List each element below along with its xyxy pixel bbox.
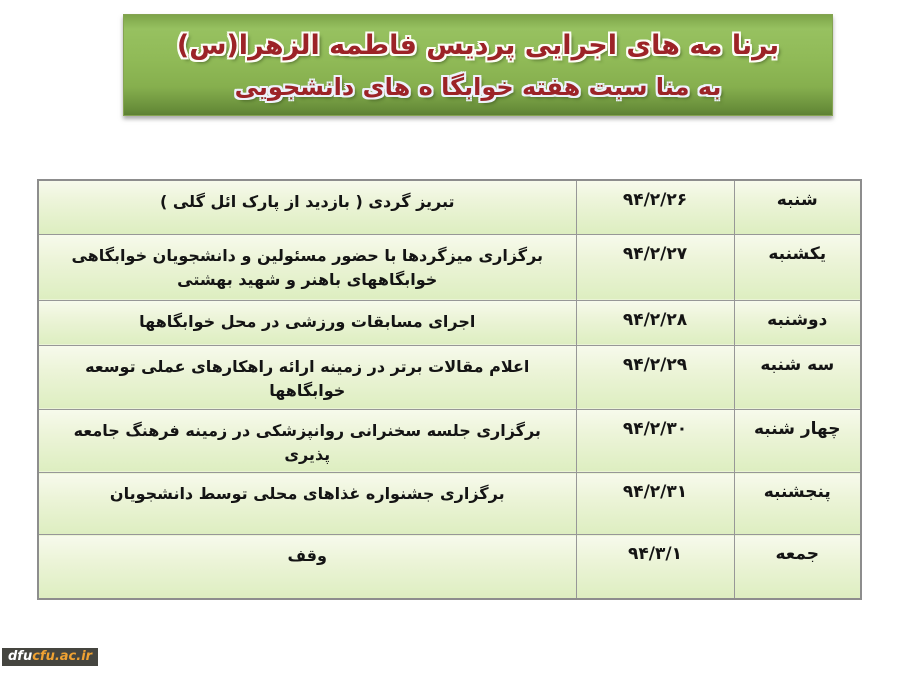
activity-cell: اجرای مسابقات ورزشی در محل خوابگاهها <box>38 300 576 345</box>
day-cell: پنجشنبه <box>734 473 861 535</box>
activity-cell: برگزاری جشنواره غذاهای محلی توسط دانشجویان <box>38 473 576 535</box>
activity-cell: وقف <box>38 535 576 599</box>
activity-cell: برگزاری جلسه سخنرانی روانپزشکی در زمینه فرهنگ جامعه پذیری <box>38 409 576 473</box>
day-cell: سه شنبه <box>734 345 861 409</box>
title-banner <box>123 14 833 116</box>
table-row <box>38 473 861 535</box>
table-row <box>38 345 861 409</box>
date-cell: ۹۴/۲/۲۸ <box>576 300 734 345</box>
weekly-schedule-table <box>37 179 862 600</box>
schedule-table-body <box>38 180 861 599</box>
day-cell: یکشنبه <box>734 234 861 300</box>
activity-cell: اعلام مقالات برتر در زمینه ارائه راهکارهای عملی توسعه خوابگاهها <box>38 345 576 409</box>
date-cell: ۹۴/۲/۲۶ <box>576 180 734 234</box>
banner-title-line-1: برنا مه های اجرایی پردیس فاطمه الزهرا(س) <box>176 29 780 61</box>
date-cell: ۹۴/۲/۲۷ <box>576 234 734 300</box>
date-cell: ۹۴/۲/۳۱ <box>576 473 734 535</box>
cfu-domain-text: cfu.ac.ir <box>32 649 93 664</box>
day-cell: جمعه <box>734 535 861 599</box>
date-cell: ۹۴/۲/۳۰ <box>576 409 734 473</box>
table-row <box>38 180 861 234</box>
table-row <box>38 300 861 345</box>
table-row <box>38 409 861 473</box>
activity-cell: تبریز گردی ( بازدید از پارک ائل گلی ) <box>38 180 576 234</box>
cfu-logo-mark: dfu <box>8 649 33 664</box>
day-cell: دوشنبه <box>734 300 861 345</box>
day-cell: چهار شنبه <box>734 409 861 473</box>
table-row <box>38 535 861 599</box>
cfu-site-watermark <box>2 648 98 666</box>
date-cell: ۹۴/۲/۲۹ <box>576 345 734 409</box>
banner-title-line-2: به منا سبت هفته خوابگا ه های دانشجویی <box>234 72 722 101</box>
table-row <box>38 234 861 300</box>
activity-cell: برگزاری میزگردها با حضور مسئولین و دانشجویان خوابگاهی خوابگاههای باهنر و شهید بهشتی <box>38 234 576 300</box>
date-cell: ۹۴/۳/۱ <box>576 535 734 599</box>
day-cell: شنبه <box>734 180 861 234</box>
